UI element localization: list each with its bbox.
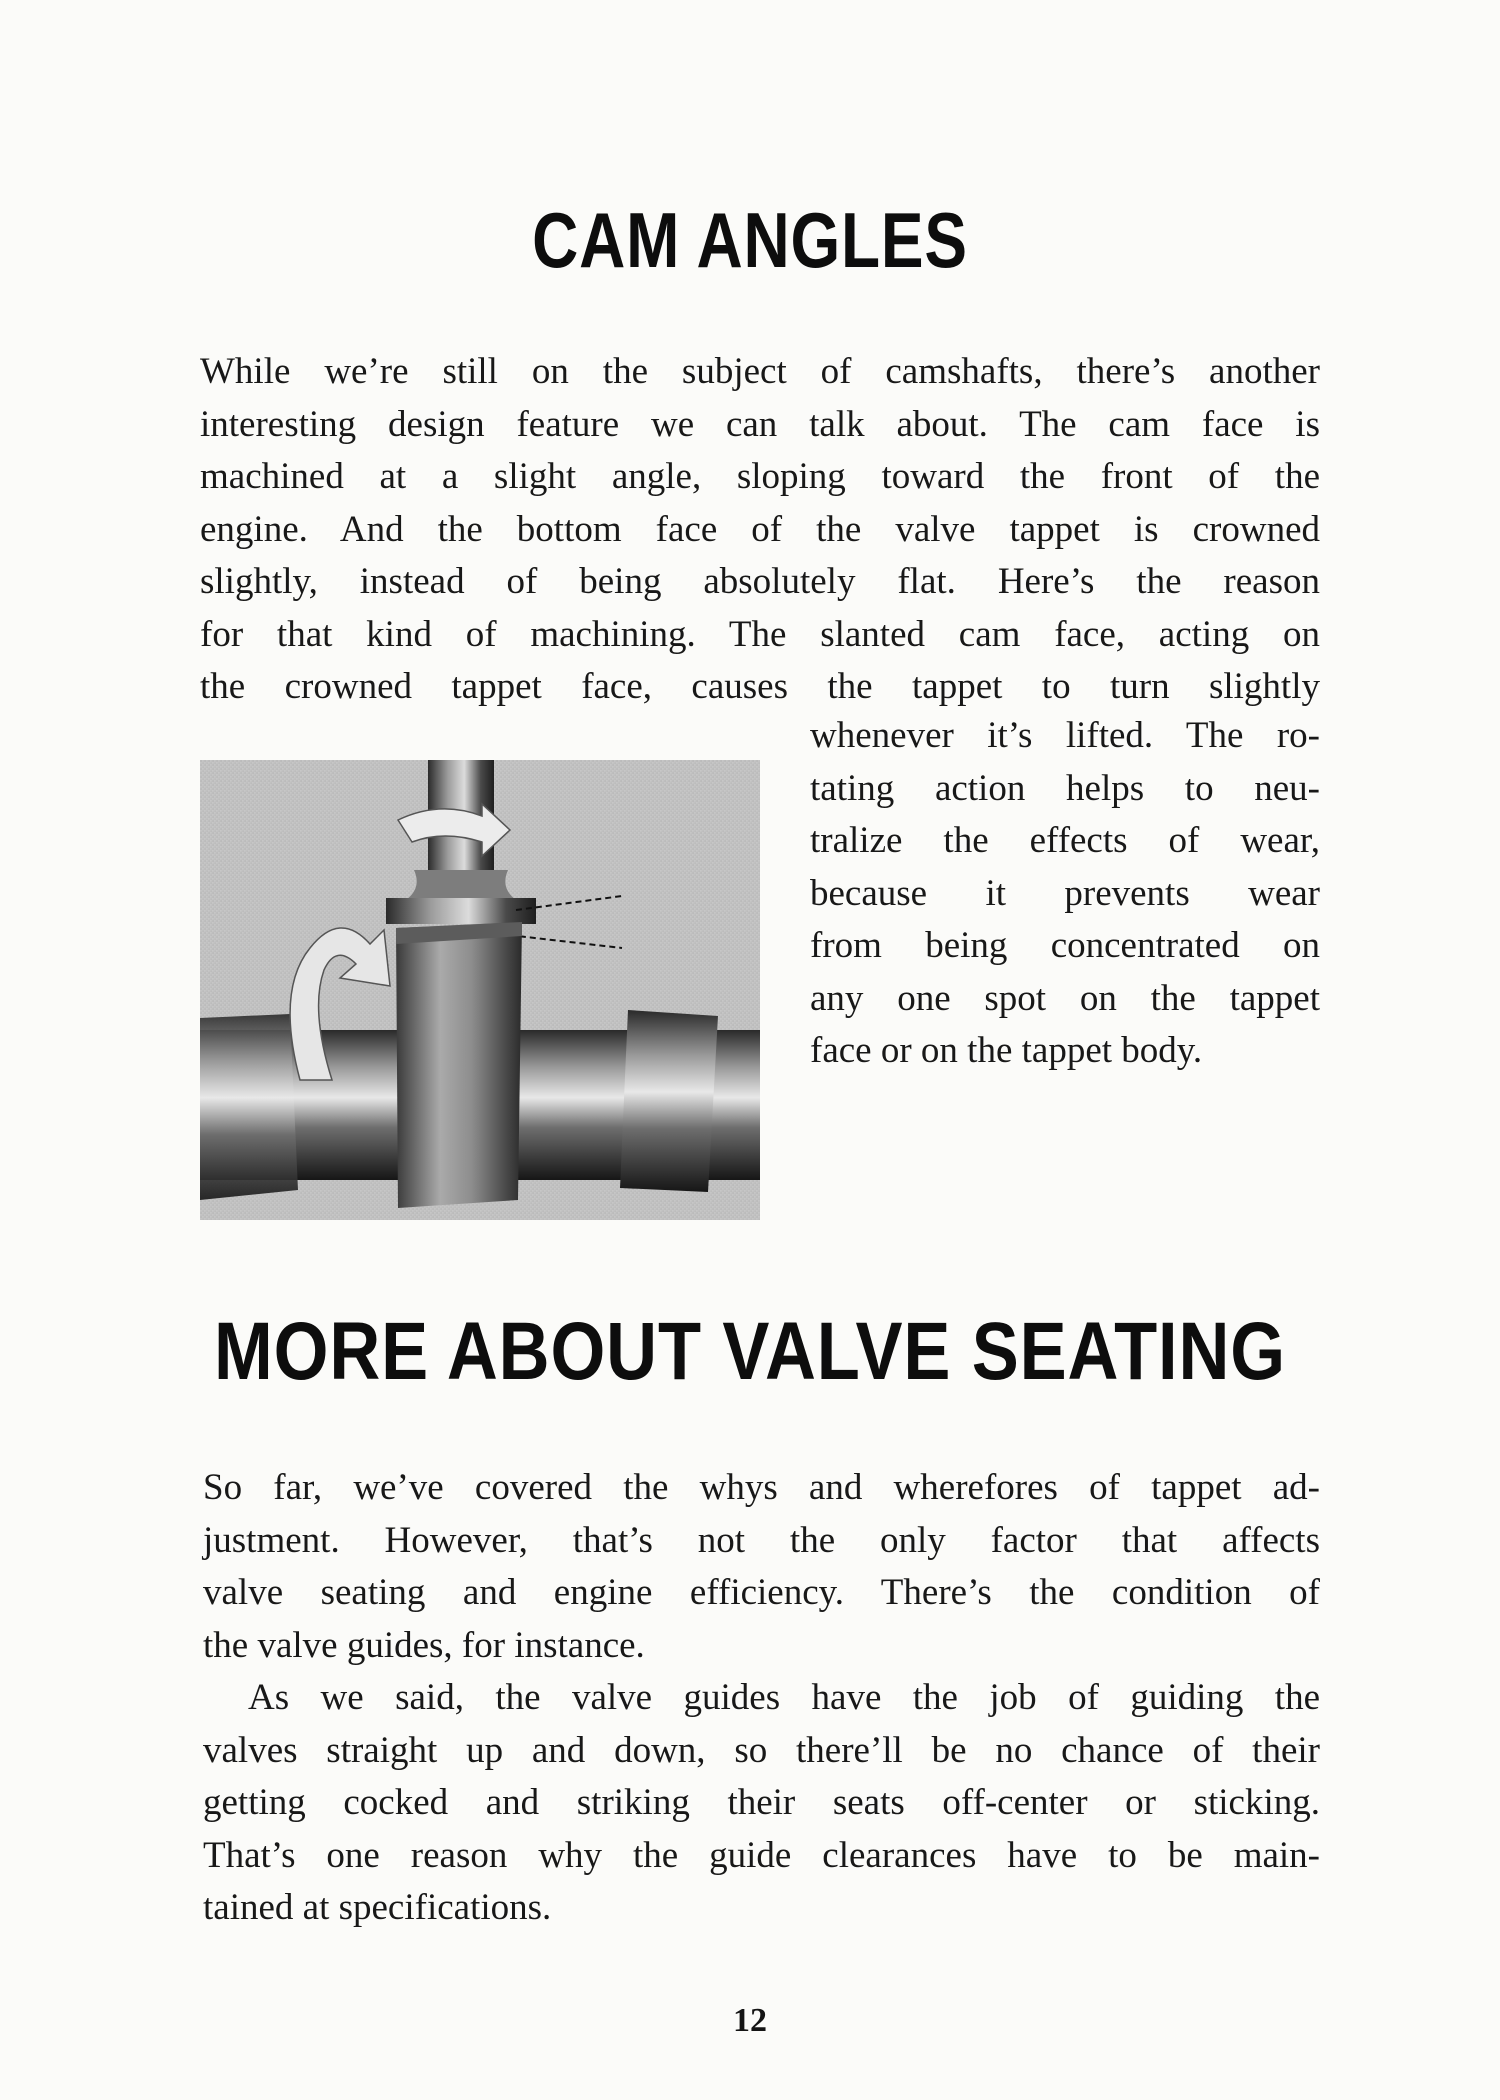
text-line: justment. However, that’s not the only factor that affects bbox=[203, 1519, 1320, 1561]
text-line: the crowned tappet face, causes the tappet to turn slightly bbox=[200, 666, 1320, 707]
text-line: valves straight up and down, so there’ll be no chance of their bbox=[203, 1729, 1320, 1771]
cam-angles-paragraph-wrap bbox=[810, 710, 1320, 1078]
text-line: slightly, instead of being absolutely flat. Here’s the reason bbox=[200, 561, 1320, 602]
valve-seating-paragraph-1 bbox=[203, 1462, 1320, 1672]
camshaft-tappet-illustration bbox=[200, 760, 760, 1220]
text-line: tating action helps to neu- bbox=[810, 767, 1320, 809]
page-number: 12 bbox=[733, 2002, 767, 2039]
text-line: So far, we’ve covered the whys and wherefores of tappet ad- bbox=[203, 1467, 1320, 1508]
text-line: the valve guides, for instance. bbox=[203, 1624, 645, 1666]
text-line: interesting design feature we can talk about. The cam face is bbox=[200, 403, 1320, 445]
text-line: whenever it’s lifted. The ro- bbox=[810, 715, 1320, 756]
text-line: tained at specifications. bbox=[203, 1887, 552, 1928]
cam-angles-paragraph bbox=[200, 346, 1320, 714]
text-line: getting cocked and striking their seats off-center or sticking. bbox=[203, 1782, 1320, 1823]
camshaft-tappet-drawing bbox=[200, 760, 760, 1220]
text-line: As we said, the valve guides have the job of guiding the bbox=[248, 1677, 1320, 1718]
text-line: tralize the effects of wear, bbox=[810, 820, 1320, 861]
section-heading-cam-angles: CAM ANGLES bbox=[532, 196, 968, 284]
text-line: any one spot on the tappet bbox=[810, 977, 1320, 1019]
text-line: for that kind of machining. The slanted cam face, acting on bbox=[200, 613, 1320, 655]
valve-seating-paragraph-2 bbox=[203, 1672, 1320, 1935]
text-line: engine. And the bottom face of the valve tappet is crowned bbox=[200, 508, 1320, 550]
text-line: valve seating and engine efficiency. There’s the condition of bbox=[203, 1572, 1320, 1613]
text-line: While we’re still on the subject of camshafts, there’s another bbox=[200, 351, 1320, 392]
text-line: face or on the tappet body. bbox=[810, 1030, 1203, 1071]
text-line: machined at a slight angle, sloping toward the front of the bbox=[200, 456, 1320, 497]
section-heading-valve-seating: MORE ABOUT VALVE SEATING bbox=[214, 1306, 1286, 1397]
text-line: from being concentrated on bbox=[810, 925, 1320, 966]
text-line: because it prevents wear bbox=[810, 872, 1320, 914]
text-line: That’s one reason why the guide clearances have to be main- bbox=[203, 1834, 1320, 1876]
